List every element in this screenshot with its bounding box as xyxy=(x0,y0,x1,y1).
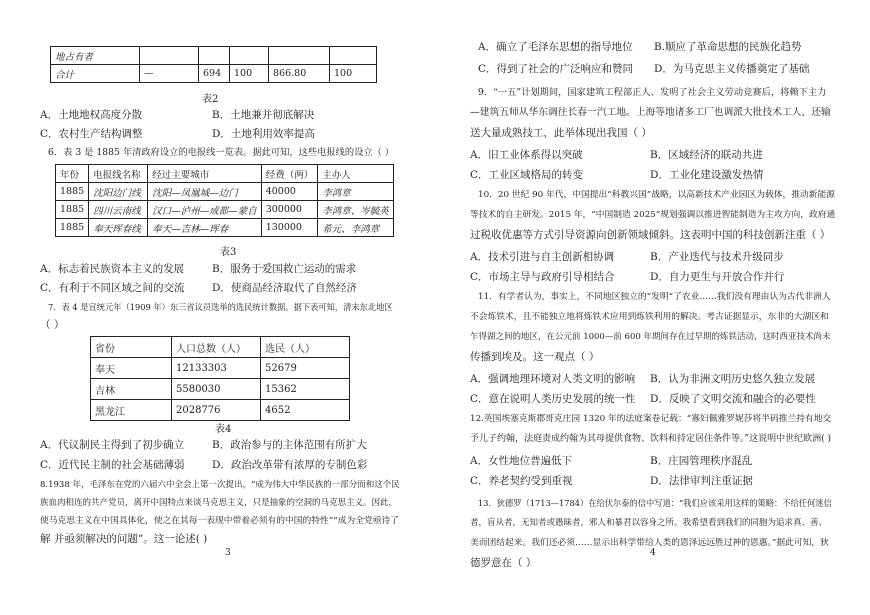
q9-line-1: 9．“一五”计划期间，国家建筑工程部正人、发明了社会主义劳动竞赛后，将赖下主力 xyxy=(478,87,827,98)
q11-option-d: D．反映了文明交流和融合的必要性 xyxy=(650,393,816,405)
q8-option-c: C．得到了社会的广泛响应和赞同 xyxy=(478,63,634,75)
q10-option-a: A．技术引进与自主创新相协调 xyxy=(470,251,615,263)
q9-line-3: 送大量成熟技工，此举体现出我国（ ） xyxy=(470,127,652,139)
table-header-row: 省份 人口总数（人） 选民（人） xyxy=(91,337,350,358)
table-2 xyxy=(50,46,377,83)
table-2-caption: 表2 xyxy=(202,94,219,105)
table-row: 1885 四川云南线 汉口—泸州—成都—蒙自 300000 李鸿章、岑毓英 xyxy=(56,201,394,219)
q7-stem: 7．表 4 是宣统元年（1909 年）东三省议员选举的选民统计数据。据下表可知，清末东北地区 xyxy=(48,302,393,312)
page-number: 3 xyxy=(225,548,231,558)
q11-option-c: C．意在说明人类历史发展的统一性 xyxy=(470,393,636,405)
q8-line-3: 使马克思主义在中国具体化，使之在其每一表现中带着必须有的中国的特性”“成为全党亟待了 xyxy=(40,516,399,526)
q11-line-2: 不会炼铁术，且不能独立地将炼铁术应用到炼铁利用的解决。考古证据显示，东非的大湖区和 xyxy=(470,312,829,322)
q13-line-4: 德罗意在（ ） xyxy=(470,557,537,569)
q5-option-a: A．土地地权高度分散 xyxy=(40,109,143,121)
q6-option-c: C．有利于不同区域之间的交流 xyxy=(40,282,185,294)
q10-line-1: 10．20 世纪 90 年代，中国提出“科教兴国”战略，以高新技术产业园区为载体，推动新能源 xyxy=(478,190,835,200)
q7-option-b: B．政治参与的主体范围有所扩大 xyxy=(212,439,367,451)
q9-option-d: D．工业化建设激发热情 xyxy=(650,169,764,181)
q11-line-1: 11．有学者认为，事实上，不同地区独立的“发明”了农业……我们没有理由认为古代非洲人 xyxy=(478,292,831,302)
q9-option-c: C．工业区域格局的转变 xyxy=(470,169,584,181)
q8-line-2: 族血肉相连的共产党员，离开中国特点来谈马克思主义，只是抽象的空洞的马克思主义。因此， xyxy=(40,498,398,508)
q5-option-c: C．农村生产结构调整 xyxy=(40,128,143,140)
q13-line-3: 美而团结起来。我们还必须……显示出科学带给人类的恩泽远远胜过神的恩惠。”据此可知，狄 xyxy=(470,538,829,548)
q9-option-b: B．区域经济的联动共进 xyxy=(650,149,763,161)
q11-line-4: 传播到埃及。这一观点（ ） xyxy=(470,351,600,363)
q8-option-a: A．确立了毛泽东思想的指导地位 xyxy=(478,41,633,53)
q10-line-3: 过税收优惠等方式引导资源向创新领域倾斜。这表明中国的科技创新注重（ ） xyxy=(470,229,831,241)
table-header-row: 年份 电报线名称 经过主要城市 经费（两） 主办人 xyxy=(56,165,394,183)
q12-option-a: A．女性地位普遍低下 xyxy=(470,455,573,467)
table-row: 1885 奉天珲春线 奉天—吉林—珲春 130000 希元、李鸿章 xyxy=(56,219,394,237)
q6-option-d: D．使商品经济取代了自然经济 xyxy=(212,282,357,294)
q12-option-c: C．养老契约受到重视 xyxy=(470,475,573,487)
q13-line-2: 者，盲从者，无知者或愚昧者，邪人和暴君以容身之所。我希望看到我们的同胞为追求真、善、 xyxy=(470,518,828,528)
q7-option-a: A．代议制民主得到了初步确立 xyxy=(40,439,185,451)
table-4-caption: 表4 xyxy=(215,424,232,435)
table-4 xyxy=(90,336,350,421)
table-3-caption: 表3 xyxy=(220,247,237,258)
q6-option-b: B．服务于爱国救亡运动的需求 xyxy=(212,263,357,275)
q6-stem: 6．表 3 是 1885 年清政府设立的电报线一览表。据此可知，这些电报线的设立（ ） xyxy=(48,147,395,158)
q12-option-d: D．法律审判注重证据 xyxy=(650,475,753,487)
page-number: 4 xyxy=(650,548,656,558)
table-row: 地占有者 xyxy=(51,47,377,65)
q11-option-a: A．强调地理环境对人类文明的影响 xyxy=(470,373,636,385)
q9-line-2: —建筑五师从华东调往长春一汽工地。上海等地诸多工厂也调派大批技术工人，还输 xyxy=(470,107,831,118)
q6-option-a: A．标志着民族资本主义的发展 xyxy=(40,263,185,275)
q12-option-b: B．庄园管理秩序混乱 xyxy=(650,455,753,467)
table-row: 1885 沈阳边门线 沈阳—凤凰城—边门 40000 李鸿章 xyxy=(56,183,394,201)
q5-option-d: D．土地利用效率提高 xyxy=(212,128,315,140)
q7-option-c: C．近代民主制的社会基础薄弱 xyxy=(40,459,185,471)
q12-line-2: 予儿子约翰，法庭责成约翰为其母提供食物、饮料和持定居住条件等。”这说明中世纪欧洲( ) xyxy=(470,434,831,444)
q5-option-b: B．土地兼并彻底解决 xyxy=(212,109,315,121)
q7-option-d: D．政治改革带有浓厚的专制色彩 xyxy=(212,459,368,471)
q10-option-b: B．产业迭代与技术升级同步 xyxy=(650,251,784,263)
q10-option-c: C．市场主导与政府引导相结合 xyxy=(470,271,615,283)
table-row: 奉天 12133303 52679 xyxy=(91,358,350,379)
q12-line-1: 12.英国埃塞克斯郡哥克庄园 1320 年的法庭案卷记载：“寡妇佩雅罗妮莎将半码推兰持有地交 xyxy=(470,414,832,424)
q10-option-d: D．自力更生与开放合作并行 xyxy=(650,271,785,283)
table-row: 黑龙江 2028776 4652 xyxy=(91,400,350,421)
q9-option-a: A．旧工业体系得以突破 xyxy=(470,149,583,161)
q11-option-b: B．认为非洲文明历史悠久独立发展 xyxy=(650,373,816,385)
q8-option-b: B.顺应了革命思想的民族化趋势 xyxy=(654,41,802,53)
q11-line-3: 乍得湖之间的地区，在公元前 1000—前 600 年期间存在过早期的炼铁活动，这时西亚技术尚未 xyxy=(470,332,831,342)
q7-stem-paren: （ ） xyxy=(40,319,65,331)
q8-option-d: D．为马克思主义传播奠定了基础 xyxy=(654,63,810,75)
q13-line-1: 13．狄德罗（1713—1784）在给伏尔泰的信中写道：“我们应该采用这样的策略：不给任何迷信 xyxy=(478,498,832,508)
q8-line-4: 解 并亟须解决的问题”。这一论述( ) xyxy=(40,533,208,545)
q10-line-2: 等技术的自主研发。2015 年，“中国制造 2025”规划强调以推进智能制造为主攻方向，政府通 xyxy=(470,210,836,220)
q8-line-1: 8.1938 年，毛泽东在党的六届六中全会上第一次提出，“成为伟大中华民族的一部分而和这个民 xyxy=(40,480,400,490)
table-row: 合计 — 694 100 866.80 100 xyxy=(51,65,377,83)
table-row: 吉林 5580030 15362 xyxy=(91,379,350,400)
table-3 xyxy=(55,164,394,237)
